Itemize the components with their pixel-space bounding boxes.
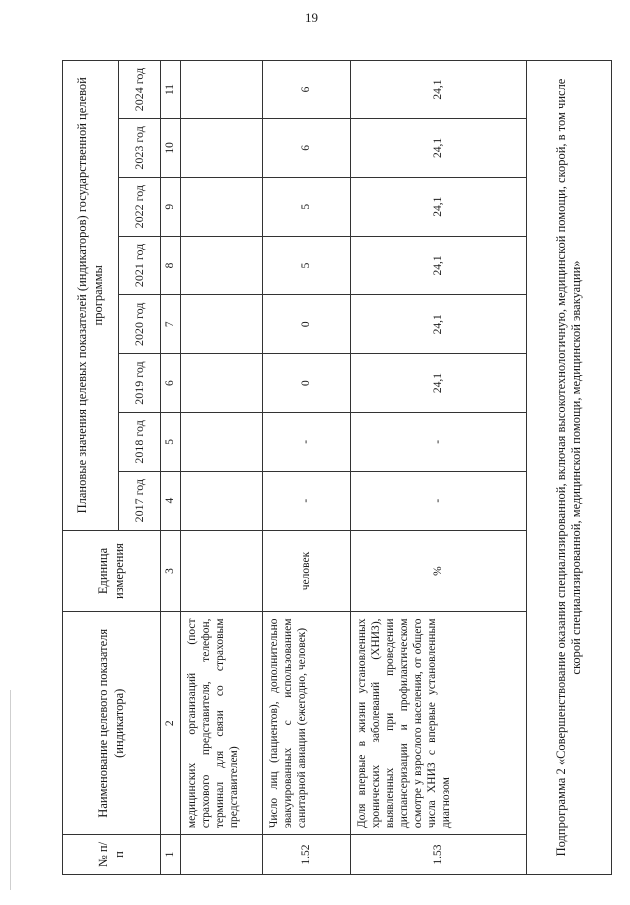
value-cell xyxy=(181,295,263,354)
indicator-name: Доля впервые в жизни установленных хронических заболеваний (ХНИЗ), выявленных при проведении диспансеризации и профилактическом осмотре у взрослого населения, от общего числа ХНИЗ с впервые установленным диагнозом xyxy=(351,612,527,835)
column-number: 5 xyxy=(161,412,181,471)
value-cell: 5 xyxy=(263,177,351,236)
value-cell xyxy=(181,412,263,471)
page-number: 19 xyxy=(305,10,318,25)
value-cell: - xyxy=(263,412,351,471)
row-num: 1.53 xyxy=(351,835,527,875)
value-cell: - xyxy=(263,471,351,530)
table-row xyxy=(351,61,527,875)
value-cell xyxy=(181,177,263,236)
value-cell xyxy=(181,471,263,530)
column-number: 3 xyxy=(161,530,181,612)
value-cell: 0 xyxy=(263,295,351,354)
value-cell: 24,1 xyxy=(351,177,527,236)
indicator-name: Число лиц (пациентов), дополнительно эвакуированных с использованием санитарной авиации (ежегодно, человек) xyxy=(263,612,351,835)
row-num xyxy=(181,835,263,875)
value-cell: - xyxy=(351,412,527,471)
header-name: Наименование целевого показателя (индикатора) xyxy=(63,612,161,835)
value-cell: 6 xyxy=(263,61,351,119)
column-number: 8 xyxy=(161,236,181,295)
header-year: 2022 год xyxy=(119,177,161,236)
header-year: 2023 год xyxy=(119,118,161,177)
column-number: 4 xyxy=(161,471,181,530)
column-number: 7 xyxy=(161,295,181,354)
column-number: 11 xyxy=(161,61,181,119)
value-cell: 24,1 xyxy=(351,236,527,295)
value-cell: 24,1 xyxy=(351,354,527,413)
table-row xyxy=(181,61,263,875)
header-year: 2018 год xyxy=(119,412,161,471)
indicator-name: медицинских организаций (пост страхового представителя, телефон, терминал для связи со страховым представителем) xyxy=(181,612,263,835)
subprogram-heading: Подпрограмма 2 «Совершенствование оказания специализированной, включая высокотехнологичную, медицинской помощи, скорой, в том числе скорой специализированной, медицинской помощи, медицинской эвакуации» xyxy=(527,61,612,875)
value-cell: 24,1 xyxy=(351,118,527,177)
column-number: 10 xyxy=(161,118,181,177)
value-cell: 5 xyxy=(263,236,351,295)
unit-cell: человек xyxy=(263,530,351,612)
column-number: 2 xyxy=(161,612,181,835)
indicators-table xyxy=(62,60,612,875)
header-year: 2024 год xyxy=(119,61,161,119)
value-cell xyxy=(181,236,263,295)
table-row xyxy=(263,61,351,875)
value-cell xyxy=(181,61,263,119)
rotated-table-container xyxy=(62,60,583,875)
value-cell: - xyxy=(351,471,527,530)
header-year: 2021 год xyxy=(119,236,161,295)
header-num: № п/п xyxy=(63,835,161,875)
header-plan: Плановые значения целевых показателей (индикаторов) государственной целевой программы xyxy=(63,61,119,531)
header-unit: Единица измерения xyxy=(63,530,161,612)
value-cell: 0 xyxy=(263,354,351,413)
scan-margin-line xyxy=(10,690,11,890)
header-year: 2019 год xyxy=(119,354,161,413)
value-cell: 24,1 xyxy=(351,61,527,119)
column-number: 6 xyxy=(161,354,181,413)
unit-cell: % xyxy=(351,530,527,612)
header-year: 2017 год xyxy=(119,471,161,530)
value-cell xyxy=(181,354,263,413)
unit-cell xyxy=(181,530,263,612)
value-cell xyxy=(181,118,263,177)
value-cell: 24,1 xyxy=(351,295,527,354)
header-year: 2020 год xyxy=(119,295,161,354)
row-num: 1.52 xyxy=(263,835,351,875)
value-cell: 6 xyxy=(263,118,351,177)
column-number: 1 xyxy=(161,835,181,875)
column-number: 9 xyxy=(161,177,181,236)
